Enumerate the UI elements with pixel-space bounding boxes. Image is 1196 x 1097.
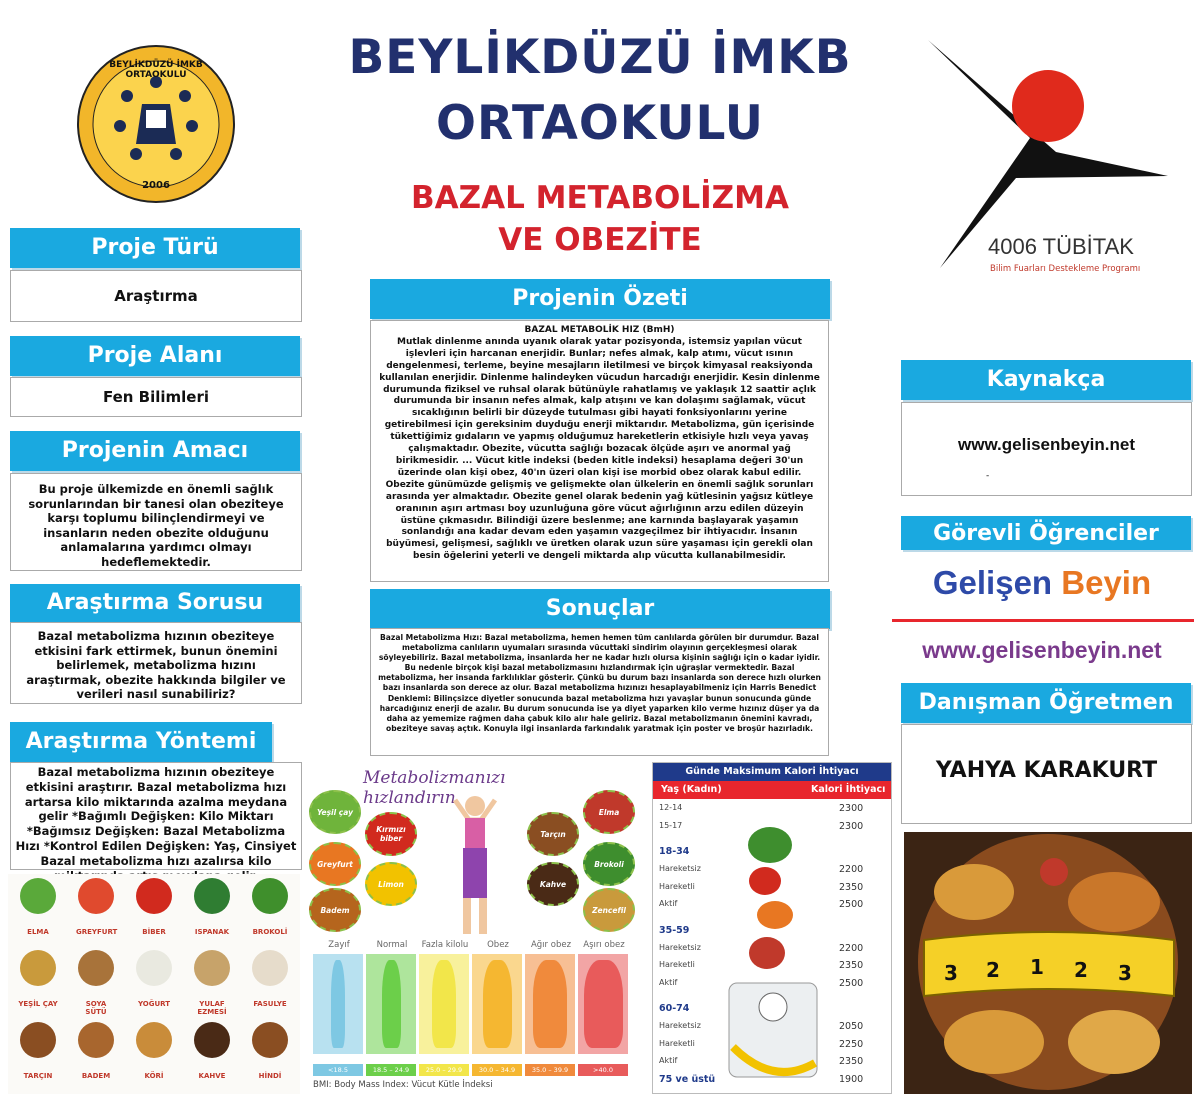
calorie-row-label: Hareketli — [659, 881, 695, 891]
food-item-image — [136, 950, 172, 986]
calorie-row — [653, 821, 893, 837]
yontem-text: Bazal metabolizma hızının obeziteye etkisini araştırır. Bazal metabolizma hızı artarsa kilo miktarında azalma meydana gelir *Bağımlı Değişken: Kilo Miktarı *Bağımsız Değişken: Bazal Metabolizma Hızı *Kontrol Edilen Değişken: Yaş, Cinsiyet Bazal metabolizma hızı azalırsa kilo — [10, 762, 302, 870]
kaynakca-dot: - — [986, 471, 990, 481]
bmi-body-silhouette — [432, 960, 456, 1048]
food-item-label: KAHVE — [198, 1072, 226, 1080]
food-item-image — [252, 878, 288, 914]
calorie-row-value: 2350 — [839, 1056, 864, 1067]
calorie-table — [652, 762, 892, 1094]
food-item-label: GREYFURT — [76, 928, 118, 936]
bmi-body-silhouette — [533, 960, 567, 1048]
food-item-image — [20, 950, 56, 986]
calorie-row — [653, 978, 893, 994]
bmi-range: 18.5 – 24.9 — [366, 1064, 416, 1076]
calorie-row-value: 2300 — [839, 803, 864, 814]
bmi-range: 25.0 – 29.9 — [419, 1064, 469, 1076]
food-item-label: YEŞİL ÇAY — [18, 1000, 58, 1008]
food-item-label: KÖRİ — [144, 1072, 164, 1080]
calorie-row-label: Aktif — [659, 899, 678, 908]
food-item-label: ISPANAK — [194, 928, 230, 936]
calorie-row-label: 60-74 — [659, 1003, 690, 1014]
calorie-row-label: 35-59 — [659, 924, 690, 936]
ogrenciler-header: Görevli Öğrenciler — [901, 516, 1191, 550]
calorie-row — [653, 864, 893, 880]
school-name-line1: BEYLİKDÜZÜ İMKB — [348, 30, 852, 85]
calorie-row — [653, 846, 893, 862]
woman-figure — [445, 790, 505, 940]
calorie-row-value: 2250 — [839, 1038, 864, 1050]
amac-text: Bu proje ülkemizde en önemli sağlık sorunlarından bir tanesi olan obeziteye karşı toplumu bilinçlendirmeyi ve insanların neden obezite olduğunu anlamalarına yardımcı olmayı hedeflemektedir. — [10, 473, 302, 571]
brand-word-1: Gelişen — [932, 564, 1053, 601]
kaynakca-box — [901, 402, 1192, 496]
calorie-row-label: Aktif — [659, 977, 678, 987]
calorie-row — [653, 1039, 893, 1055]
yontem-header: Araştırma Yöntemi — [10, 722, 272, 762]
soru-header: Araştırma Sorusu — [10, 584, 300, 622]
proje-turu-header: Proje Türü — [10, 228, 300, 268]
calorie-row-label: 12-14 — [659, 803, 683, 812]
calorie-row — [653, 882, 893, 898]
bmi-body-silhouette — [382, 960, 401, 1048]
amac-header: Projenin Amacı — [10, 431, 300, 471]
calorie-row — [653, 960, 893, 976]
food-item-image — [252, 950, 288, 986]
food-item-image — [252, 1022, 288, 1058]
calorie-row-value: 2200 — [839, 864, 864, 875]
calorie-row — [653, 803, 893, 819]
metabolism-food-item: Limon — [365, 862, 417, 906]
food-item-image — [194, 1022, 230, 1058]
danisman-header: Danışman Öğretmen — [901, 683, 1191, 723]
calorie-table-title: Günde Maksimum Kalori İhtiyacı — [653, 763, 891, 781]
tubitak-subtitle: Bilim Fuarları Destekleme Programı — [990, 264, 1141, 274]
calorie-row-value: 2300 — [839, 820, 864, 832]
calorie-row-label: Hareketsiz — [659, 864, 701, 873]
food-item-image — [78, 878, 114, 914]
bmi-category-label: Normal — [376, 940, 408, 950]
calorie-row-label: 75 ve üstü — [659, 1073, 716, 1085]
logo-top-text: BEYLİKDÜZÜ İMKB ORTAOKULU — [109, 60, 203, 80]
ozet-box — [370, 320, 829, 582]
bmi-body-silhouette — [483, 960, 512, 1048]
calorie-col-age: Yaş (Kadın) — [661, 784, 722, 795]
proje-alani-value: Fen Bilimleri — [10, 377, 302, 417]
food-item-image — [136, 1022, 172, 1058]
food-item-label: YULAF EZMESİ — [197, 1000, 227, 1016]
bmi-body-silhouette — [331, 960, 345, 1048]
ozet-subtitle: BAZAL METABOLİK HIZ (BmH) — [524, 325, 675, 335]
calorie-row-value: 2500 — [839, 899, 864, 910]
food-item-label: YOĞURT — [137, 1000, 171, 1008]
bmi-caption: BMI: Body Mass Index: Vücut Kütle İndeksi — [313, 1080, 493, 1090]
sonuclar-header: Sonuçlar — [370, 589, 830, 629]
school-logo — [72, 44, 240, 204]
bmi-category-label: Obez — [487, 940, 509, 950]
metabolism-food-item: Greyfurt — [309, 842, 361, 886]
calorie-row-value: 2350 — [839, 881, 864, 893]
svg-text:2: 2 — [986, 958, 1000, 982]
brand-name — [892, 564, 1192, 602]
metabolism-title: Metabolizmanızı hızlandırın — [363, 768, 506, 808]
kaynakca-header: Kaynakça — [901, 360, 1191, 400]
calorie-row-value: 2050 — [839, 1021, 864, 1032]
calorie-row — [653, 925, 893, 941]
ozet-header: Projenin Özeti — [370, 279, 830, 319]
food-item-image — [194, 950, 230, 986]
calorie-row — [653, 943, 893, 959]
calorie-row-value: 2200 — [839, 942, 864, 954]
calorie-row-label: Aktif — [659, 1056, 678, 1065]
ozet-text: Mutlak dinlenme anında uyanık olarak yatar pozisyonda, istemsiz yapılan vücut işlevleri için harcanan enerjidir. Bunlar; nefes almak, kalp atımı, vücut ısının dengelenmesi, terleme, beyine mesajların iletilmesi ve birçok kimyasal reaksiyonda kullanılan enerjidir. Dinlenme halindeyken vücudun harcadığı enerjidir. Kesin dinlenme durumunda fiziksel ve ruhsal olarak bütünüyle rahatlamış ve yaklaşık 12 saattir açlık durumunda bir insanın nefes almak, kalp atışını ve kan dolaşımı sağlamak, vücut sıcaklığının belirli bir düzeyde tutulması gibi hayati fonksiyonlarını yerine getirebilmesi için gereksinim duyduğu enerji miktarıdır. Metabolizma, gün içerisinde tükettiğimiz gıdaların ve yapmış olduğumuz hareketlerin etkisiyle hızlı veya yavaş çalışmaktadır. Obezite, vücutta sağlığı bozacak ölçüde aşırı ve anormal yağ birikmesidir. ... Vücut kitle indeksi (beden kitle indeksi) hesaplama değeri 30'un üzerinde olan kişi obez, 40'ın üzeri olan kişi ise morbid obez olarak kabul edilir. Obezite günümüzde gelişmiş ve gelişmekte olan ülkelerin en önemli sağlık sorunları arasında yer almaktadır. Obezite genel olarak bedenin yağ kütlesinin yağsız kütleye oranının aşırı artması boy uzunluğuna göre vücut ağırlığının arzu edilen düzeyin üstüne çıkmasıdır. Bilindiği üzere beslenme; ane karnında başlayarak yaşamın sonlandığı ana kadar devam eden yaşamın vazgeçilmez bir ihtiyacıdır. İnsanın büyümesi, gelişmesi, sağlıklı ve üretken olarak uzun süre yaşaması için gerekli olan besin öğelerini yeterli ve dengeli miktarda alıp vücutta kullanabilmesidir. — [379, 336, 820, 562]
danisman-name: YAHYA KARAKURT — [901, 724, 1192, 824]
calorie-row-value: 2350 — [839, 960, 864, 971]
metabolism-food-item: Badem — [309, 888, 361, 932]
junk-food-image — [904, 832, 1192, 1094]
calorie-row-label: Hareketli — [659, 1038, 695, 1048]
food-item-label: BADEM — [81, 1072, 111, 1080]
metabolism-food-item: Elma — [583, 790, 635, 834]
food-item-image — [20, 878, 56, 914]
food-item-image — [136, 878, 172, 914]
bmi-category-label: Fazla kilolu — [421, 940, 469, 950]
food-item-image — [78, 950, 114, 986]
calorie-row-value: 1900 — [839, 1073, 864, 1085]
bmi-range: 35.0 – 39.9 — [525, 1064, 575, 1076]
bmi-range: >40.0 — [578, 1064, 628, 1076]
calorie-row — [653, 1056, 893, 1072]
bmi-category-label: Zayıf — [328, 940, 350, 950]
food-grid-image — [8, 874, 300, 1094]
brand-url[interactable]: www.gelisenbeyin.net — [922, 637, 1162, 663]
svg-text:3: 3 — [1118, 961, 1132, 985]
food-item-label: ELMA — [27, 928, 49, 936]
food-item-image — [78, 1022, 114, 1058]
metabolism-infographic — [305, 760, 647, 1094]
food-item-image — [194, 878, 230, 914]
calorie-row-label: 15-17 — [659, 820, 683, 830]
calorie-row — [653, 899, 893, 915]
food-item-label: BROKOLİ — [252, 928, 288, 936]
kaynakca-url[interactable]: www.gelisenbeyin.net — [958, 435, 1135, 454]
calorie-row-label: Hareketli — [659, 960, 695, 969]
food-item-label: FASULYE — [253, 1000, 287, 1008]
bmi-category-label: Aşırı obez — [583, 940, 625, 950]
svg-text:1: 1 — [1030, 955, 1044, 979]
proje-alani-header: Proje Alanı — [10, 336, 300, 376]
svg-text:3: 3 — [944, 961, 958, 985]
metabolism-food-item: Zencefil — [583, 888, 635, 932]
calorie-row — [653, 1074, 893, 1090]
food-item-label: TARÇIN — [23, 1072, 53, 1080]
project-title-line2: VE OBEZİTE — [498, 222, 702, 258]
metabolism-food-item: Brokoli — [583, 842, 635, 886]
bmi-category-label: Ağır obez — [530, 940, 572, 950]
soru-text: Bazal metabolizma hızının obeziteye etkisini fark ettirmek, bunun önemini belirlemek, metabolizma hızını araştırmak, obezite hakkında bilgiler ve verileri nasıl sunabiliriz? — [10, 622, 302, 704]
calorie-row-label: Hareketsiz — [659, 942, 701, 952]
sonuclar-text: Bazal Metabolizma Hızı: Bazal metabolizma, hemen hemen tüm canlılarda görülen bir durumdur. Bazal metabolizma canlıların uyumaları sırasında vücuttaki sindirim olayının gerçekleşmesi olarak söyleyebiliriz. Bazal metabolizma, insanlarda her ne kadar hızlı olursa kişinin sağlığı için o kadar iyidir. Bu nedenle birçok kişi bazal metabolizmasını hızlandırmak için uğraşlar vermektedir. Bazal metabolizma, her insanda farklılıklar gösterir. Çünkü bu durum bazı insanlarda son derece hızlı olurken bazı insanlarda son derece az olur. Bazal metabolizma hızınızı hesaplayabilmeniz için Harris Benedict Denklemi: Bilinçsizce diyetler sonucunda bazal metabolizma hızı yavaşlar bunun sonucunda günde harcadığınız enerji de azalır. Bu durum sonucunda ise ya diyet yaparken kilo verme hızınız düşer ya da daha az yememize rağmen daha çabuk kilo alır hale geliriz. Bazal metabolizmanın önemini kavradı, obeziteye savaş açtık. Konuyla ilgi insanlarda farkındalık yaratmak için poster ve broşür hazırladık. — [370, 628, 829, 756]
calorie-row-label: Hareketsiz — [659, 1021, 701, 1030]
food-item-label: BİBER — [142, 928, 166, 936]
metabolism-food-item: Yeşil çay — [309, 790, 361, 834]
school-name-line2: ORTAOKULU — [436, 96, 764, 151]
brand-word-2: Beyin — [1061, 564, 1152, 601]
metabolism-food-item: Tarçın — [527, 812, 579, 856]
proje-turu-value: Araştırma — [10, 270, 302, 322]
food-item-label: HİNDİ — [258, 1072, 282, 1080]
bmi-range: <18.5 — [313, 1064, 363, 1076]
project-title-line1: BAZAL METABOLİZMA — [411, 180, 789, 216]
calorie-row-label: 18-34 — [659, 846, 690, 857]
brand-divider — [892, 619, 1194, 622]
svg-text:2: 2 — [1074, 958, 1088, 982]
metabolism-food-item: Kırmızı biber — [365, 812, 417, 856]
food-item-label: SOYA SÜTÜ — [85, 1000, 107, 1016]
bmi-range: 30.0 – 34.9 — [472, 1064, 522, 1076]
calorie-row — [653, 1021, 893, 1037]
bmi-body-silhouette — [584, 960, 623, 1048]
calorie-col-kcal: Kalori İhtiyacı — [811, 784, 886, 795]
calorie-row — [653, 1003, 893, 1019]
food-item-image — [20, 1022, 56, 1058]
tubitak-logo — [920, 28, 1180, 278]
tubitak-name: 4006 TÜBİTAK — [988, 234, 1134, 259]
calorie-row-value: 2500 — [839, 977, 864, 989]
logo-year: 2006 — [142, 180, 170, 191]
metabolism-food-item: Kahve — [527, 862, 579, 906]
